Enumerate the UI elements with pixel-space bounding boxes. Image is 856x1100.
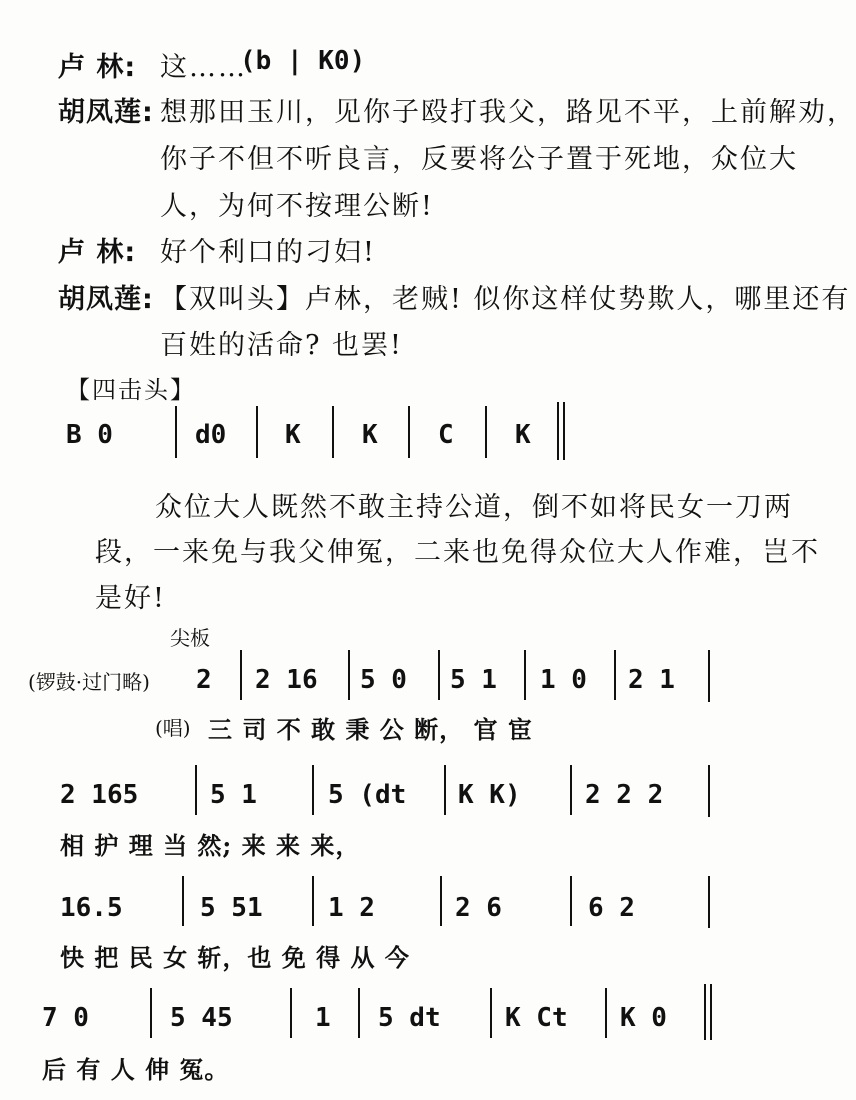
speaker-hufenglian-1: 胡凤莲:: [58, 97, 154, 128]
note-group: 2 16: [255, 665, 318, 695]
barline: [240, 650, 242, 700]
barline: [444, 765, 446, 815]
tempo-label: 尖板: [170, 626, 210, 650]
note-group: 5 1: [210, 780, 257, 810]
note-group: 2 1: [628, 665, 675, 695]
sing-label: (唱): [155, 716, 191, 740]
note-group: 2 165: [60, 780, 139, 810]
note-group: 5 45: [170, 1003, 233, 1033]
barline: [290, 988, 292, 1038]
speaker-hufenglian-2: 胡凤莲:: [58, 284, 154, 315]
barline: [438, 650, 440, 700]
narration-line: 段，一来免与我父伸冤，二来也免得众位大人作难，岂不: [95, 537, 820, 568]
note-group: 5 (dt: [328, 780, 407, 810]
intro-label: (锣鼓·过门略): [28, 670, 150, 694]
barline: [440, 876, 442, 926]
barline-end: [710, 984, 712, 1040]
dialogue-line: 【双叫头】卢林，老贼! 似你这样仗势欺人，哪里还有: [160, 284, 851, 315]
note-group: 5 51: [200, 893, 263, 923]
speaker-lulin-2: 卢 林:: [58, 237, 137, 268]
barline: [708, 765, 710, 817]
beat: K: [362, 420, 378, 450]
narration-line: 是好!: [95, 583, 166, 614]
inline-percussion: (b | K0): [240, 46, 366, 76]
speaker-lulin-1: 卢 林:: [58, 52, 137, 83]
barline: [524, 650, 526, 700]
barline: [614, 650, 616, 700]
barline-end: [704, 984, 706, 1040]
section-label: 【四击头】: [66, 376, 196, 404]
barline: [605, 988, 607, 1038]
lyric-line: 三 司 不 敢 秉 公 断， 官 宦: [208, 715, 533, 744]
barline: [312, 765, 314, 815]
note-group: 1 0: [540, 665, 587, 695]
note-group: 5 1: [450, 665, 497, 695]
barline: [570, 876, 572, 926]
barline: [182, 876, 184, 926]
note-group: 5 0: [360, 665, 407, 695]
barline-end: [557, 402, 559, 460]
note-group: 2 6: [455, 893, 502, 923]
note-group: K Ct: [505, 1003, 568, 1033]
note-group: 7 0: [42, 1003, 89, 1033]
lyric-line: 快 把 民 女 斩，也 免 得 从 今: [60, 943, 410, 972]
dialogue-line: 你子不但不听良言，反要将公子置于死地，众位大: [160, 144, 798, 175]
note-group: 16.5: [60, 893, 123, 923]
lyric-line: 后 有 人 伸 冤。: [42, 1055, 230, 1084]
dialogue-line: 好个利口的刁妇!: [160, 237, 376, 268]
note-group: K K): [458, 780, 521, 810]
beat: K: [515, 420, 531, 450]
note-group: 6 2: [588, 893, 635, 923]
note-group: 5 dt: [378, 1003, 441, 1033]
lyric-line: 相 护 理 当 然; 来 来 来，: [60, 831, 361, 860]
dialogue-line: 这……: [160, 52, 247, 83]
barline: [312, 876, 314, 926]
note-group: 2: [196, 665, 212, 695]
barline: [490, 988, 492, 1038]
note-group: 2 2 2: [585, 780, 664, 810]
beat: K: [285, 420, 301, 450]
barline: [708, 876, 710, 928]
narration-line: 众位大人既然不敢主持公道，倒不如将民女一刀两: [155, 492, 793, 523]
barline: [348, 650, 350, 700]
beat: B 0: [66, 420, 113, 450]
note-group: 1: [315, 1003, 331, 1033]
note-group: K 0: [620, 1003, 667, 1033]
note-group: 1 2: [328, 893, 375, 923]
barline: [408, 406, 410, 458]
barline: [570, 765, 572, 815]
barline: [485, 406, 487, 458]
barline: [708, 650, 710, 702]
beat: C: [438, 420, 454, 450]
barline: [358, 988, 360, 1038]
dialogue-line: 想那田玉川，见你子殴打我父，路见不平，上前解劝，: [160, 97, 856, 128]
barline: [150, 988, 152, 1038]
barline-end: [563, 402, 565, 460]
barline: [332, 406, 334, 458]
dialogue-line: 人，为何不按理公断!: [160, 191, 434, 222]
beat: d0: [195, 420, 227, 450]
dialogue-line: 百姓的活命? 也罢!: [160, 330, 403, 361]
barline: [256, 406, 258, 458]
barline: [175, 406, 177, 458]
barline: [195, 765, 197, 815]
